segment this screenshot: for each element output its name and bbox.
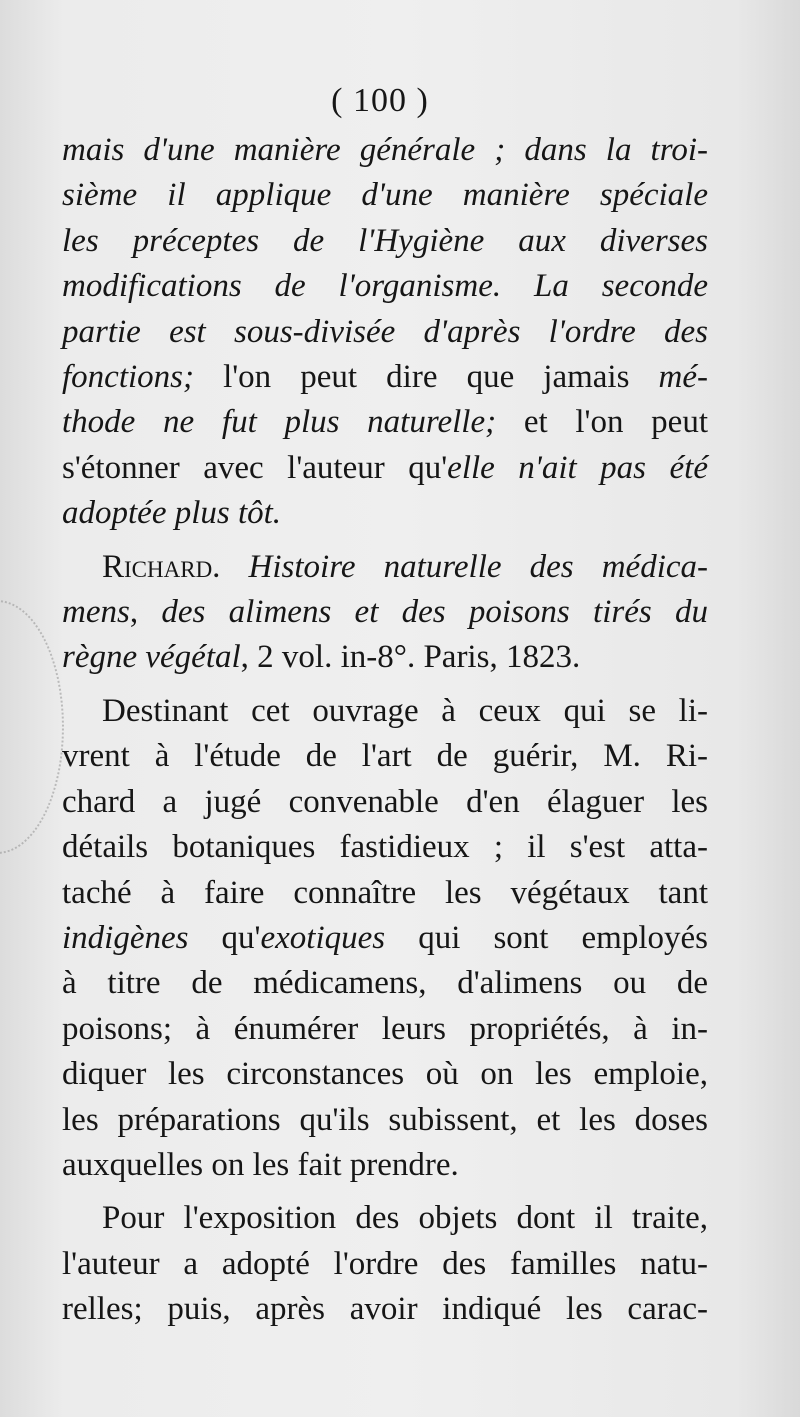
italic-segment: mais d'une manière générale ; dans la troi- [62, 132, 708, 168]
text-line [62, 173, 708, 218]
text-segment: diquer les circonstances où on les emploie, [62, 1056, 708, 1093]
text-line [62, 400, 708, 445]
italic-segment: adoptée plus tôt. [62, 495, 282, 532]
text-segment: , [129, 594, 162, 631]
text-segment: taché à faire connaître les végétaux tant [62, 874, 708, 911]
text-segment: qu' [188, 919, 261, 956]
text-segment: Richard. [102, 548, 221, 585]
text-line [62, 1242, 708, 1287]
text-line [62, 825, 708, 870]
italic-segment: les préceptes de l'Hygiène aux diverses [62, 222, 708, 259]
italic-segment: règne végétal [62, 639, 241, 676]
text-line [62, 1052, 708, 1097]
library-stamp [0, 600, 64, 854]
text-segment: relles; puis, après avoir indiqué les carac- [62, 1291, 708, 1328]
text-segment: Pour l'exposition des objets dont il traite, [102, 1200, 708, 1237]
body-text [62, 128, 708, 1333]
italic-segment: exotiques [260, 919, 386, 956]
paragraph-gap [62, 537, 708, 545]
text-line [62, 545, 708, 590]
text-segment: , 2 vol. in-8°. Paris, 1823. [240, 639, 581, 676]
italic-segment: partie est sous-divisée d'après l'ordre des [62, 313, 708, 350]
italic-segment: des alimens et des poisons tirés du [161, 594, 708, 631]
text-segment: qui sont employés [385, 919, 709, 956]
text-line [62, 310, 708, 355]
text-line [62, 1196, 708, 1241]
italic-segment: fonctions; [62, 359, 194, 396]
italic-segment: mens [62, 594, 130, 631]
text-line [62, 961, 708, 1006]
text-segment: s'étonner avec l'auteur qu' [62, 449, 448, 486]
italic-segment: Histoire naturelle des médica- [220, 548, 708, 585]
text-line [62, 734, 708, 779]
text-segment: poisons; à énumérer leurs propriétés, à in- [62, 1010, 708, 1047]
text-line [62, 1287, 708, 1332]
text-line [62, 446, 708, 491]
italic-segment: thode ne fut plus naturelle; [62, 404, 497, 441]
italic-segment: modifications de l'organisme. La seconde [62, 268, 708, 305]
text-line [62, 689, 708, 734]
text-segment: les préparations qu'ils subissent, et les doses [62, 1101, 708, 1138]
text-line [62, 219, 708, 264]
text-segment: l'on peut dire que jamais [193, 359, 659, 396]
text-segment: à titre de médicamens, d'alimens ou de [62, 965, 708, 1002]
text-line [62, 264, 708, 309]
italic-segment: elle n'ait pas été [447, 449, 708, 486]
paragraph-gap [62, 1188, 708, 1196]
text-line [62, 128, 708, 173]
text-line [62, 1098, 708, 1143]
text-line [62, 916, 708, 961]
italic-segment: indigènes [62, 919, 189, 956]
text-segment: l'auteur a adopté l'ordre des familles natu- [62, 1245, 708, 1282]
text-line [62, 590, 708, 635]
text-line [62, 780, 708, 825]
text-line [62, 871, 708, 916]
text-line [62, 635, 708, 680]
italic-segment: mé- [658, 359, 708, 396]
text-line [62, 1143, 708, 1188]
paragraph-gap [62, 681, 708, 689]
text-segment: auxquelles on les fait prendre. [62, 1146, 459, 1183]
text-segment: vrent à l'étude de l'art de guérir, M. Ri- [62, 738, 708, 775]
page-number: ( 100 ) [331, 82, 429, 119]
text-segment: et l'on peut [496, 404, 708, 441]
text-segment: détails botaniques fastidieux ; il s'est atta- [62, 829, 708, 866]
text-segment: chard a jugé convenable d'en élaguer les [62, 783, 708, 820]
text-line [62, 355, 708, 400]
italic-segment: sième il applique d'une manière spéciale [62, 177, 708, 214]
text-line [62, 1007, 708, 1052]
text-line [62, 491, 708, 536]
text-segment: Destinant cet ouvrage à ceux qui se li- [102, 692, 708, 729]
